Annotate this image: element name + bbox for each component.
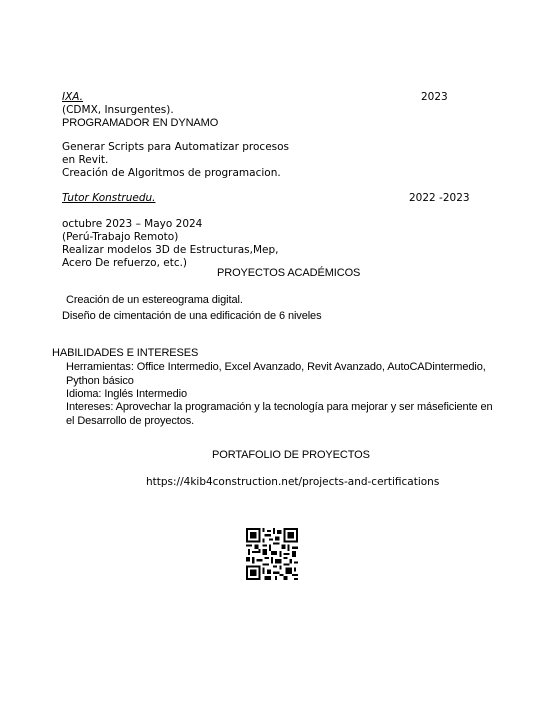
- skills-tools-cont: Python básico: [66, 375, 134, 387]
- job1-role: PROGRAMADOR EN DYNAMO: [62, 117, 219, 129]
- job1-year: 2023: [421, 91, 448, 103]
- job2-dates: octubre 2023 – Mayo 2024: [62, 218, 203, 230]
- qr-code-icon: [246, 528, 298, 580]
- skills-interests-cont: el Desarrollo de proyectos.: [66, 415, 195, 427]
- skills-language: Idioma: Inglés Intermedio: [66, 388, 188, 400]
- job2-desc-line: Realizar modelos 3D de Estructuras,Mep,: [62, 244, 279, 256]
- skills-heading: HABILIDADES E INTERESES: [52, 347, 199, 359]
- project-item: Diseño de cimentación de una edificación de 6 niveles: [62, 310, 322, 322]
- job1-desc-line: Creación de Algoritmos de programacion.: [62, 167, 281, 179]
- skills-interests: Intereses: Aprovechar la programación y la tecnología para mejorar y ser máseficiente en: [66, 401, 493, 413]
- job2-location: (Perú-Trabajo Remoto): [62, 231, 179, 243]
- project-item: Creación de un estereograma digital.: [66, 294, 243, 306]
- job2-desc-line: Acero De refuerzo, etc.): [62, 257, 188, 269]
- job1-desc-line: en Revit.: [62, 154, 109, 166]
- job1-desc-line: Generar Scripts para Automatizar procesos: [62, 141, 290, 153]
- job2-years: 2022 -2023: [409, 192, 470, 204]
- portfolio-heading: PORTAFOLIO DE PROYECTOS: [212, 449, 370, 461]
- portfolio-url[interactable]: https://4kib4construction.net/projects-and-certifications: [146, 476, 440, 488]
- job1-location: (CDMX, Insurgentes).: [62, 104, 174, 116]
- job1-company: IXA.: [62, 91, 84, 103]
- skills-tools: Herramientas: Office Intermedio, Excel Avanzado, Revit Avanzado, AutoCADintermedio,: [66, 361, 486, 373]
- projects-heading: PROYECTOS ACADÉMICOS: [217, 267, 361, 279]
- job2-company: Tutor Konstruedu.: [62, 192, 156, 204]
